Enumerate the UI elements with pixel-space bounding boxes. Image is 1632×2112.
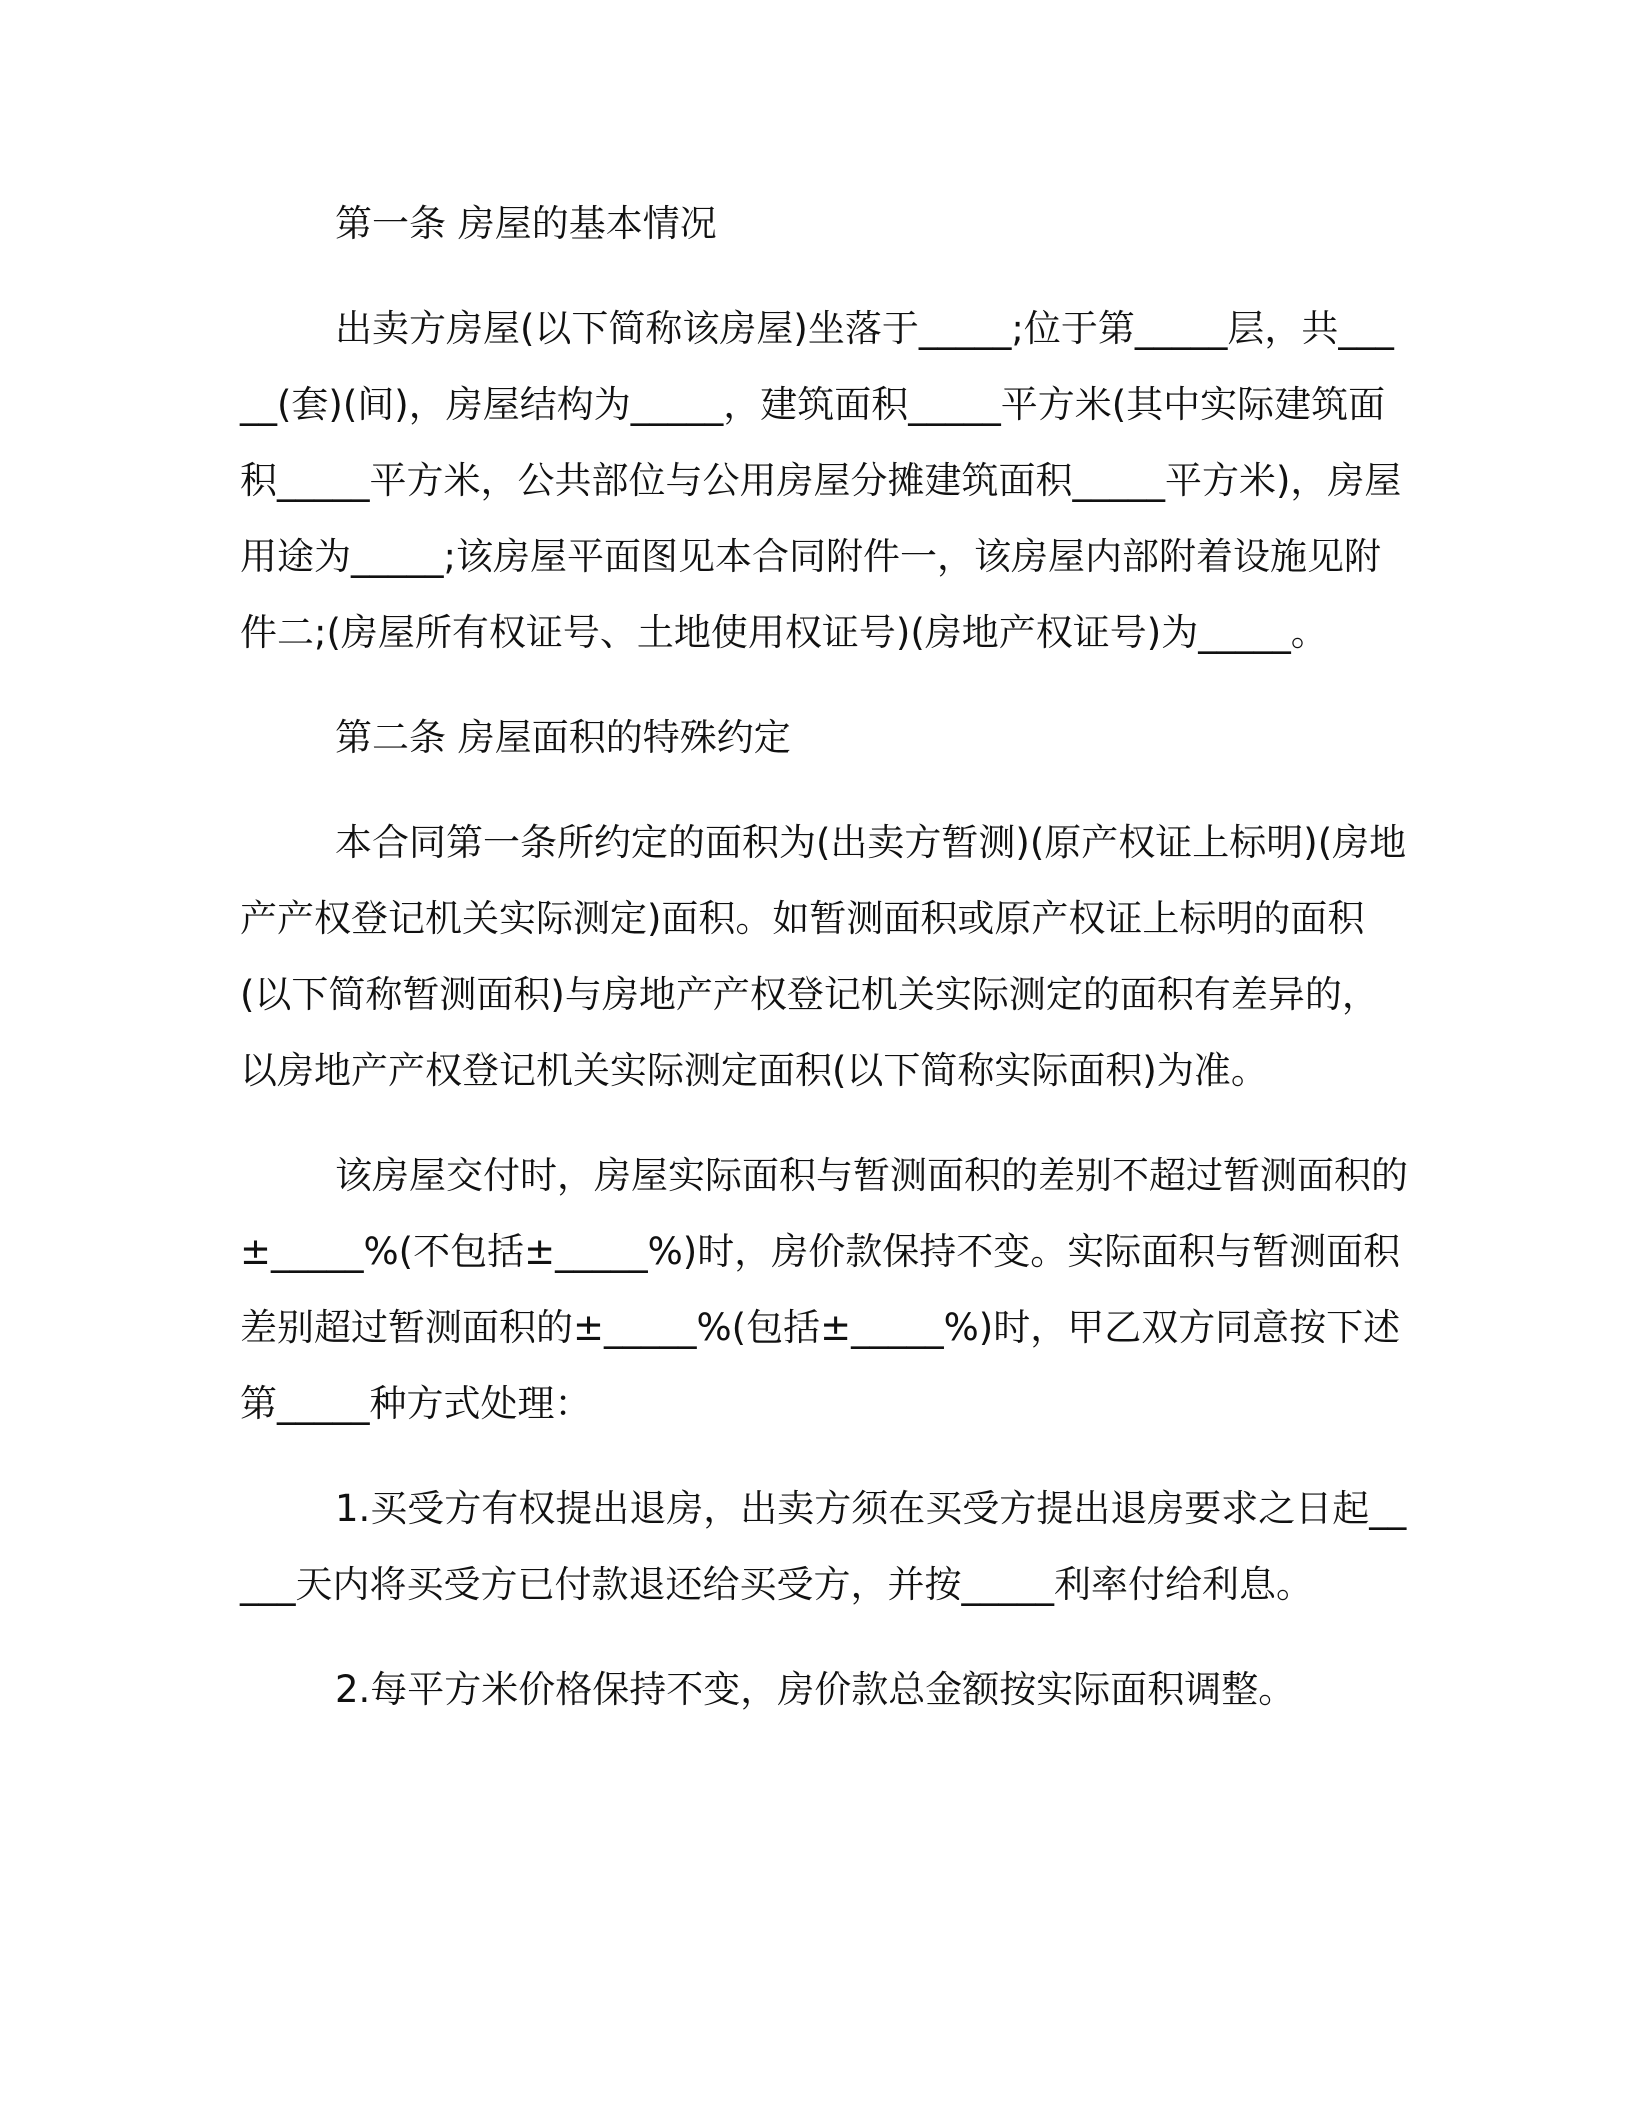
document-body (240, 186, 1410, 1757)
option-2: 2.每平方米价格保持不变，房价款总金额按实际面积调整。 (335, 1668, 1296, 1711)
option-1: 1.买受方有权提出退房，出卖方须在买受方提出退房要求之日起_____天内将买受方已付款退还给买受方，并按_____利率付给利息。 (240, 1487, 1407, 1606)
article-1-body: 出卖方房屋(以下简称该房屋)坐落于_____;位于第_____层，共_____(套)(间)，房屋结构为_____，建筑面积_____平方米(其中实际建筑面积_____平方米，公共部位与公用房屋分摊建筑面积_____平方米)，房屋用途为_____;该房屋平面图见本合同附件一，该房屋内部附着设施见附件二;(房屋所有权证号、土地使用权证号)(房地产权证号)为_____。 (240, 307, 1402, 654)
article-2-para-2: 该房屋交付时，房屋实际面积与暂测面积的差别不超过暂测面积的±_____%(不包括±_____%)时，房价款保持不变。实际面积与暂测面积差别超过暂测面积的±_____%(包括±_____%)时，甲乙双方同意按下述第_____种方式处理： (240, 1154, 1408, 1425)
article-2-heading: 第二条 房屋面积的特殊约定 (335, 716, 791, 759)
article-1-heading: 第一条 房屋的基本情况 (335, 202, 717, 245)
article-2-para-1: 本合同第一条所约定的面积为(出卖方暂测)(原产权证上标明)(房地产产权登记机关实际测定)面积。如暂测面积或原产权证上标明的面积(以下简称暂测面积)与房地产产权登记机关实际测定的面积有差异的，以房地产产权登记机关实际测定面积(以下简称实际面积)为准。 (240, 821, 1407, 1092)
